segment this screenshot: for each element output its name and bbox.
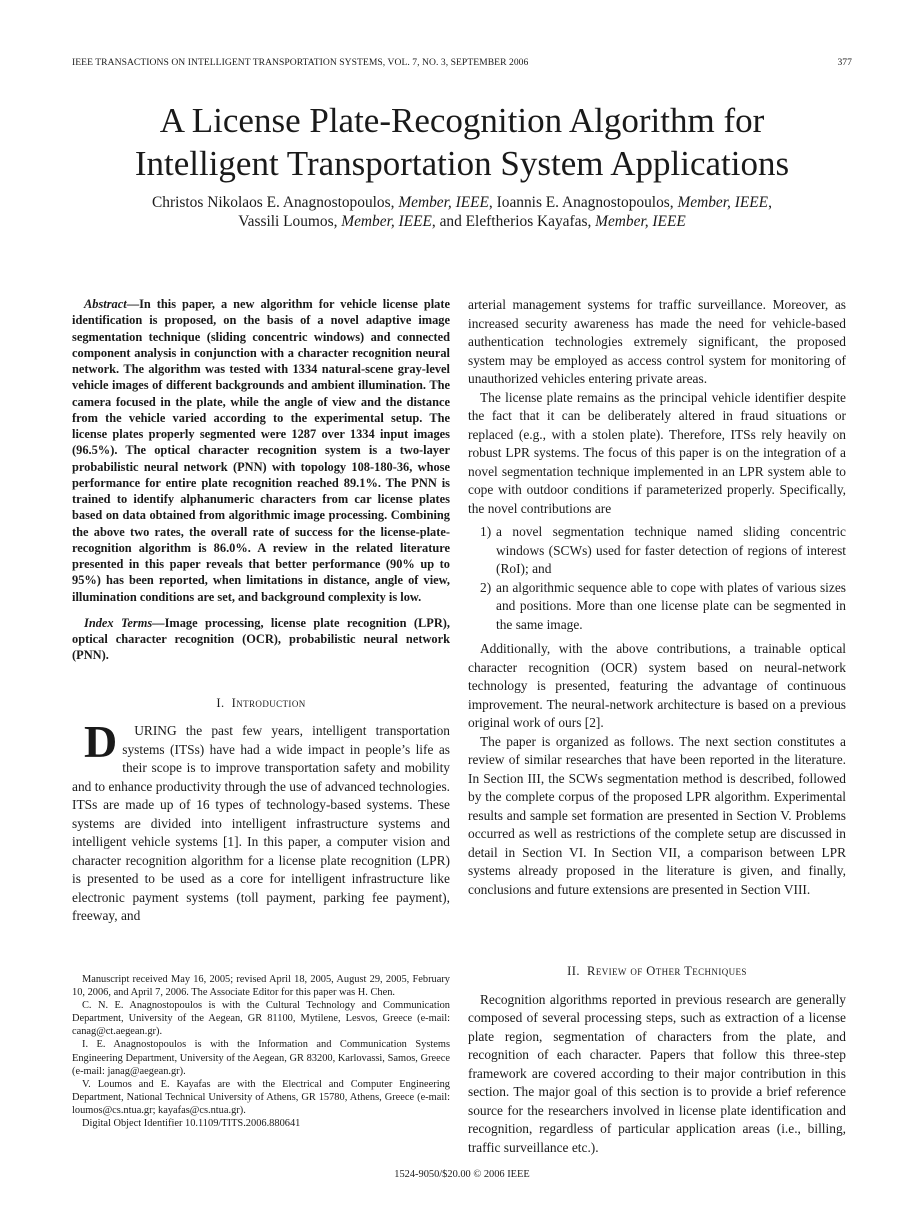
intro-paragraph-4: The paper is organized as follows. The next section constitutes a review of similar researches that have been reported in the literature. In Section III, the SCWs segmentation method is described, followed by the complete corpus of the proposed LPR algorithm. Experimental results and sample set formation are presented in Section V. Problems occurred as well as restrictions of the complete setup are discussed in detail in Section VI. In Section VII, a comparison between LPR systems already proposed in the literature is given, and finally, conclusions and future extensions are presented in Section VIII.	[468, 733, 846, 897]
section-heading-review	[468, 962, 846, 981]
drop-cap: D	[84, 716, 118, 767]
author-affiliation: Member, IEEE	[677, 194, 769, 211]
copyright-line: 1524-9050/$20.00 © 2006 IEEE	[394, 1169, 530, 1180]
author-name: Vassili Loumos	[238, 213, 334, 230]
list-item	[468, 579, 846, 635]
contributions-list	[468, 523, 846, 634]
author-name: Christos Nikolaos E. Anagnostopoulos	[152, 194, 391, 211]
index-terms-text: Image processing, license plate recognition (LPR), optical character recognition (OCR), probabilistic neural network (PNN).	[72, 615, 450, 663]
footnote-author-2: I. E. Anagnostopoulos is with the Information and Communication Systems Engineering Department, University of the Aegean, GR 83200, Karlovassi, Samos, Greece (e-mail: janag@aegean.gr).	[72, 1039, 450, 1077]
section-title: Review of Other Techniques	[587, 964, 747, 978]
list-text: an algorithmic sequence able to cope with plates of various sizes and positions. More than one license plate can be segmented in the same image.	[496, 579, 846, 632]
lead-word: URING	[134, 723, 177, 738]
index-terms-dash: —	[152, 615, 165, 630]
title-line-1: A License Plate-Recognition Algorithm for	[159, 101, 765, 140]
page-number: 377	[837, 57, 852, 68]
author-list: Christos Nikolaos E. Anagnostopoulos, Member, IEEE, Ioannis E. Anagnostopoulos, Member, IEEE, Vassili Loumos, Member, IEEE, and Eleftherios Kayafas, Member, IEEE	[152, 194, 772, 230]
intro-paragraph-2: The license plate remains as the principal vehicle identifier despite the fact that it can be deliberately altered in fraud situations or replaced (e.g., with a stolen plate). Therefore, ITSs rely heavily on robust LPR systems. The focus of this paper is on the integration of a novel segmentation technique implemented in an LPR system able to cope with outdoor conditions if parameterized properly. Specifically, the novel contributions are	[468, 389, 846, 516]
list-text: a novel segmentation technique named sliding concentric windows (SCWs) used for faster detection of regions of interest (RoI); and	[496, 524, 846, 576]
author-affiliation: Member, IEEE	[595, 213, 686, 230]
section-title: Introduction	[231, 695, 306, 710]
footnotes	[72, 973, 450, 1130]
abstract	[72, 296, 450, 605]
footnote-manuscript: Manuscript received May 16, 2005; revised April 18, 2005, August 29, 2005, February 10, 2006, and April 7, 2006. The Associate Editor for this paper was H. Chen.	[72, 974, 450, 999]
running-header	[72, 57, 852, 68]
author-name: Eleftherios Kayafas	[465, 213, 588, 230]
index-terms-label: Index Terms	[84, 615, 153, 630]
left-column	[72, 296, 450, 926]
journal-line: IEEE TRANSACTIONS ON INTELLIGENT TRANSPORTATION SYSTEMS, VOL. 7, NO. 3, SEPTEMBER 2006	[72, 57, 529, 68]
section-number: I.	[216, 695, 225, 710]
intro-paragraph-1-continued: arterial management systems for traffic surveillance. Moreover, as increased security awareness has made the need for vehicle-based authentication technologies extremely significant, the proposed system may be employed as access control system for monitoring of unauthorized vehicles entering private areas.	[468, 297, 846, 386]
list-item	[468, 523, 846, 579]
author-name: Ioannis E. Anagnostopoulos	[496, 194, 670, 211]
intro-paragraph-3: Additionally, with the above contributions, a trainable optical character recognition (OCR) system based on neural-network technology is presented, featuring the advantage of continuous improvement. The neural-network architecture is based on a previous original work of ours [2].	[468, 641, 846, 730]
abstract-label: Abstract	[84, 297, 127, 311]
footnote-authors-3-4: V. Loumos and E. Kayafas are with the Electrical and Computer Engineering Department, National Technical University of Athens, GR 15780, Athens, Greece (e-mail: loumos@cs.ntua.gr; kayafas@cs.ntua.gr).	[72, 1078, 450, 1116]
paper-title	[0, 99, 924, 185]
section-heading-introduction	[72, 694, 450, 713]
list-number: 1)	[480, 524, 492, 539]
title-line-2: Intelligent Transportation System Applications	[134, 144, 790, 183]
intro-paragraph-1-left: the past few years, intelligent transportation systems (ITSs) have had a wide impact in people’s life as their scope is to improve transportation safety and mobility and to enhance productivity through the use of advanced technologies. ITSs are made up of 16 types of technology-based systems. These systems are divided into intelligent infrastructure systems and intelligent vehicle systems [1]. In this paper, a computer vision and character recognition algorithm for a license plate recognition (LPR) is presented to be used as a core for intelligent infrastructure like electronic payment systems (toll payment, parking fee payment), freeway, and	[72, 723, 450, 923]
intro-paragraph-1	[72, 716, 450, 926]
right-column	[468, 296, 846, 899]
author-affiliation: Member, IEEE	[398, 194, 489, 211]
review-paragraph-1: Recognition algorithms reported in previous research are generally composed of several processing steps, such as extraction of a license plate region, segmentation of characters from the plate, and recognition of each character. Papers that follow this three-step framework are covered according to their major contribution in this section. The major goal of this section is to provide a brief reference source for the researchers involved in license plate identification and recognition, regardless of particular application areas (i.e., billing, traffic surveillance etc.).	[468, 991, 846, 1155]
author-affiliation: Member, IEEE	[341, 213, 432, 230]
index-terms	[72, 615, 450, 664]
footnote-doi: Digital Object Identifier 10.1109/TITS.2006.880641	[82, 1118, 301, 1130]
abstract-dash: —	[126, 297, 140, 311]
footnote-author-1: C. N. E. Anagnostopoulos is with the Cultural Technology and Communication Department, University of the Aegean, GR 81100, Mytilene, Lesvos, Greece (e-mail: canag@ct.aegean.gr).	[72, 1000, 450, 1038]
abstract-text: In this paper, a new algorithm for vehicle license plate identification is proposed, on the basis of a novel adaptive image segmentation technique (sliding concentric windows) and connected component analysis in conjunction with a character recognition neural network. The algorithm was tested with 1334 natural-scene gray-level vehicle images of different backgrounds and ambient illumination. The camera focused in the plate, while the angle of view and the distance from the vehicle varied according to the experimental setup. The license plates properly segmented were 1287 over 1334 input images (96.5%). The optical character recognition system is a two-layer probabilistic neural network (PNN) with topology 108-180-36, whose performance for entire plate recognition reached 89.1%. The PNN is trained to identify alphanumeric characters from car license plates based on data obtained from algorithmic image processing. Combining the above two rates, the overall rate of success for the license-plate-recognition algorithm is 86.0%. A review in the related literature presented in this paper reveals that better performance (90% up to 95%) has been reported, when limitations in distance, angle of view, illumination conditions are set, and background complexity is low.	[72, 297, 450, 604]
section-number: II.	[567, 964, 580, 978]
list-number: 2)	[480, 579, 492, 595]
section-review	[468, 962, 846, 1157]
